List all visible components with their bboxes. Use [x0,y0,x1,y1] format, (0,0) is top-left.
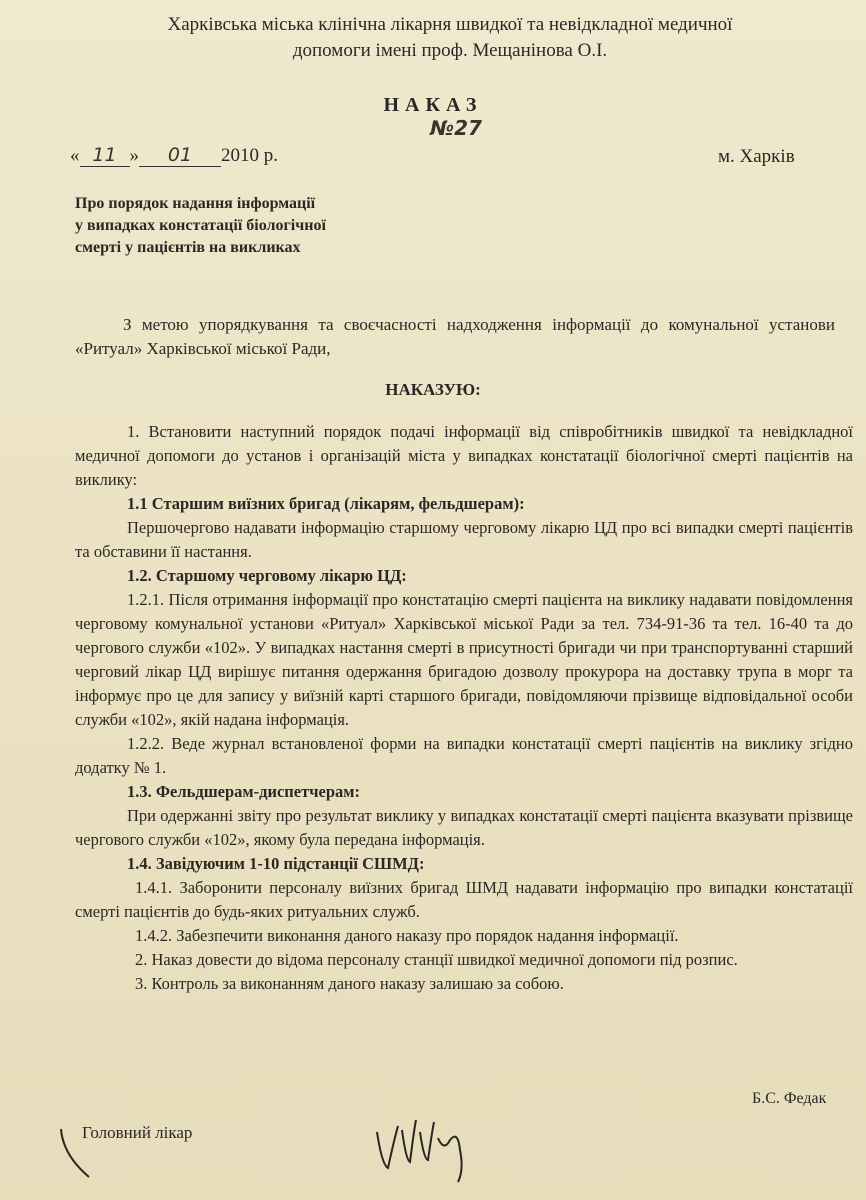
header-line-2: допомоги імені проф. Мещанінова О.І. [292,40,608,61]
date-day: 11 [80,144,130,167]
item-1-3-text: При одержанні звіту про результат виклику у випадках констатації смерті пацієнта вказувати прізвище чергового служби «102», якому була передана інформація. [75,806,853,849]
signatory-role: Головний лікар [82,1123,193,1142]
subject-line-1: Про порядок надання інформації [75,195,316,212]
order-body [75,420,853,996]
margin-mark [55,1125,95,1185]
document-title: НАКАЗ [383,94,483,116]
item-1-3-heading: 1.3. Фельдшерам-диспетчерам: [127,782,361,801]
item-1-2-1: 1.2.1. Після отримання інформації про констатацію смерті пацієнта на виклику надавати повідомлення черговому комунальної установи «Ритуал» Харківської міської Ради за тел. 734-91-36 та тел. 16-40 та до чергового служби «102». У випадках настання смерті в присутності бригади чи при транспортуванні старший черговий лікар ЦД вирішує питання одержання бригадою дозволу прокурора на доставку трупа в морг та інформує про це для запису у виїзній карті старшого бригади, повідомляючи прізвище відповідальної особи служби «102», якій надана інформація. [75,590,853,729]
item-1-1-heading: 1.1 Старшим виїзних бригад (лікарям, фельдшерам): [127,494,525,513]
item-1-2-2: 1.2.2. Веде журнал встановленої форми на випадки констатації смерті пацієнтів на виклику згідно додатку № 1. [75,734,853,777]
order-heading: НАКАЗУЮ: [385,380,481,399]
item-1: 1. Встановити наступний порядок подачі інформації від співробітників швидкої та невідкладної медичної допомоги до установ і організацій міста у випадках констатації біологічної смерті пацієнтів на виклику: [75,422,853,489]
item-1-4-1: 1.4.1. Заборонити персоналу виїзних бригад ШМД надавати інформацію про випадки констатації смерті пацієнтів до будь-яких ритуальних служб. [75,878,853,921]
item-1-2-heading: 1.2. Старшому черговому лікарю ЦД: [127,566,407,585]
item-1-4-2: 1.4.2. Забезпечити виконання даного наказу про порядок надання інформації. [135,926,679,945]
order-number: №27 [430,116,482,140]
date-year: 2010 р. [221,145,278,166]
signatory-name: Б.С. Федак [752,1090,827,1107]
preamble: З метою упорядкування та своєчасності надходження інформації до комунальної установи «Ритуал» Харківської міської Ради, [75,315,835,358]
order-date [70,144,278,167]
date-month: 01 [139,144,221,167]
date-open-quote: « [70,145,80,166]
header-line-1: Харківська міська клінічна лікарня швидкої та невідкладної медичної [167,14,733,35]
item-1-4-heading: 1.4. Завідуючим 1-10 підстанції СШМД: [127,854,425,873]
institution-header [100,12,800,64]
item-2: 2. Наказ довести до відома персоналу станції швидкої медичної допомоги під розпис. [135,950,738,969]
item-1-1-text: Першочергово надавати інформацію старшому черговому лікарю ЦД про всі випадки смерті пацієнтів та обставини її настання. [75,518,853,561]
item-3: 3. Контроль за виконанням даного наказу залишаю за собою. [135,974,564,993]
subject-line-2: у випадках констатації біологічної [75,217,326,234]
date-close-quote: » [129,145,139,166]
order-subject [75,193,435,259]
handwritten-signature [372,1110,492,1190]
city: м. Харків [718,146,795,167]
subject-line-3: смерті у пацієнтів на викликах [75,239,301,256]
